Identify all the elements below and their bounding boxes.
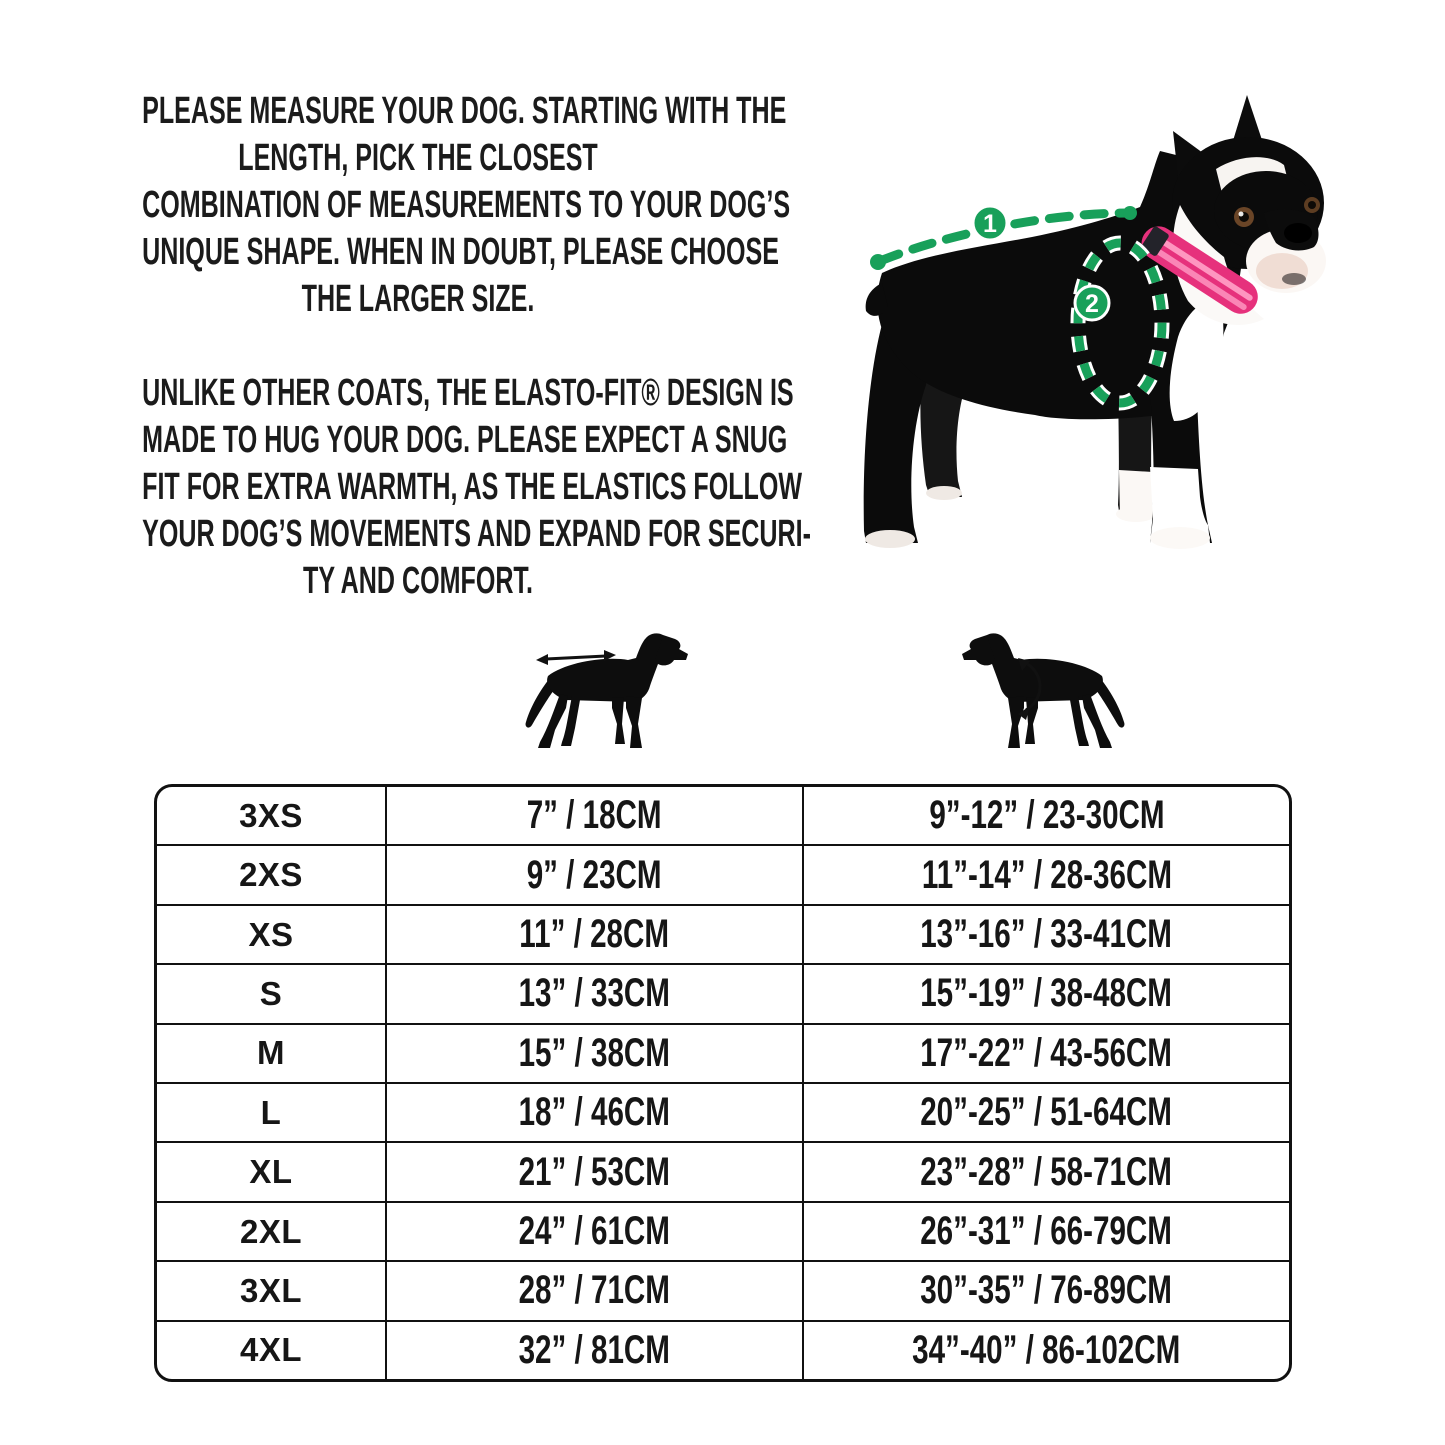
silhouette-front-leg <box>1008 696 1024 748</box>
length-cell <box>385 1322 802 1379</box>
intro-line: MADE TO HUG YOUR DOG. PLEASE EXPECT A SNUG <box>142 419 788 461</box>
girth-value: 26”-31” / 66-79CM <box>920 1209 1173 1254</box>
length-cell <box>385 1262 802 1319</box>
measure-badge-1-label: 1 <box>983 210 997 238</box>
length-cell <box>385 787 802 844</box>
girth-value: 23”-28” / 58-71CM <box>920 1149 1173 1194</box>
girth-value: 17”-22” / 43-56CM <box>920 1030 1173 1075</box>
length-value: 24” / 61CM <box>518 1209 671 1254</box>
length-cell <box>385 1143 802 1200</box>
intro-line: FIT FOR EXTRA WARMTH, AS THE ELASTICS FOLLOW <box>142 466 803 508</box>
silhouette-body <box>547 633 688 702</box>
girth-value: 30”-35” / 76-89CM <box>920 1268 1173 1313</box>
table-row <box>157 1320 1289 1379</box>
table-row <box>157 1201 1289 1260</box>
girth-value: 11”-14” / 28-36CM <box>921 852 1172 897</box>
size-label-cell <box>157 1203 385 1260</box>
length-legend-dog-silhouette <box>522 632 702 767</box>
size-label: 3XS <box>239 796 303 834</box>
length-value: 11” / 28CM <box>519 912 670 957</box>
size-label-cell <box>157 1025 385 1082</box>
intro-line: UNLIKE OTHER COATS, THE ELASTO-FIT® DESIGN IS <box>142 372 794 414</box>
length-arrow-head-left <box>536 654 548 665</box>
size-label-cell <box>157 906 385 963</box>
intro-line: TY AND COMFORT. <box>303 560 533 602</box>
table-row <box>157 1023 1289 1082</box>
intro-line: YOUR DOG’S MOVEMENTS AND EXPAND FOR SECURI- <box>142 513 811 555</box>
length-value: 7” / 18CM <box>527 793 662 838</box>
girth-value: 15”-19” / 38-48CM <box>920 971 1173 1016</box>
size-label: XS <box>248 915 294 953</box>
table-row <box>157 904 1289 963</box>
length-cell <box>385 1084 802 1141</box>
length-cell <box>385 846 802 903</box>
length-value: 9” / 23CM <box>527 852 662 897</box>
size-label: 2XS <box>239 856 303 894</box>
size-label: XL <box>249 1153 293 1191</box>
silhouette-front-leg-far <box>612 697 625 744</box>
table-row <box>157 1260 1289 1319</box>
silhouette-front-leg <box>626 696 642 748</box>
length-value: 28” / 71CM <box>518 1268 671 1313</box>
table-row <box>157 963 1289 1022</box>
size-label-cell <box>157 1084 385 1141</box>
girth-value: 9”-12” / 23-30CM <box>928 793 1165 838</box>
girth-cell <box>802 787 1289 844</box>
size-label: 2XL <box>239 1212 303 1250</box>
size-label: S <box>259 974 283 1012</box>
dog-nose <box>1284 223 1312 243</box>
size-label-cell <box>157 787 385 844</box>
size-label-cell <box>157 965 385 1022</box>
dog-near-front-paw <box>1150 527 1210 549</box>
length-value: 32” / 81CM <box>518 1327 671 1372</box>
length-cell <box>385 965 802 1022</box>
dog-lower-lip <box>1282 273 1306 285</box>
girth-legend-dog-silhouette <box>948 632 1128 767</box>
size-label: L <box>260 1093 282 1131</box>
length-line-end-dot <box>1123 206 1137 220</box>
length-cell <box>385 1025 802 1082</box>
intro-line: UNIQUE SHAPE. WHEN IN DOUBT, PLEASE CHOOSE <box>142 231 779 273</box>
size-label: M <box>257 1034 285 1072</box>
size-label-cell <box>157 846 385 903</box>
measure-badge-2-label: 2 <box>1085 290 1099 318</box>
dog-measurement-photo <box>820 65 1405 615</box>
girth-cell <box>802 1322 1289 1379</box>
girth-cell <box>802 1143 1289 1200</box>
length-cell <box>385 1203 802 1260</box>
dog-far-hind-paw <box>926 486 962 500</box>
girth-value: 34”-40” / 86-102CM <box>912 1327 1181 1372</box>
intro-line: PLEASE MEASURE YOUR DOG. STARTING WITH THE <box>142 90 787 132</box>
dog-near-hind-paw <box>865 530 915 548</box>
girth-cell <box>802 1025 1289 1082</box>
length-value: 21” / 53CM <box>518 1149 671 1194</box>
girth-cell <box>802 846 1289 903</box>
dog-far-front-paw <box>1116 506 1156 522</box>
intro-line: THE LARGER SIZE. <box>301 278 535 320</box>
intro-line: COMBINATION OF MEASUREMENTS TO YOUR DOG’S <box>142 184 791 226</box>
girth-cell <box>802 906 1289 963</box>
intro-paragraph-measure <box>142 88 791 323</box>
length-arrow-line <box>546 656 606 659</box>
length-line-start-dot <box>870 254 886 270</box>
table-row <box>157 844 1289 903</box>
size-label-cell <box>157 1143 385 1200</box>
dog-far-pupil <box>1308 201 1316 209</box>
size-label: 4XL <box>239 1331 303 1369</box>
girth-cell <box>802 1203 1289 1260</box>
length-value: 15” / 38CM <box>518 1030 671 1075</box>
girth-cell <box>802 965 1289 1022</box>
size-label-cell <box>157 1322 385 1379</box>
size-label: 3XL <box>239 1271 303 1309</box>
girth-cell <box>802 1084 1289 1141</box>
size-table <box>154 784 1292 1382</box>
table-row <box>157 1141 1289 1200</box>
table-row <box>157 1082 1289 1141</box>
length-cell <box>385 906 802 963</box>
table-row <box>157 787 1289 844</box>
dog-near-eye-glint <box>1239 212 1244 217</box>
girth-value: 20”-25” / 51-64CM <box>920 1090 1173 1135</box>
size-label-cell <box>157 1262 385 1319</box>
length-value: 18” / 46CM <box>518 1090 671 1135</box>
girth-value: 13”-16” / 33-41CM <box>920 912 1173 957</box>
intro-line: LENGTH, PICK THE CLOSEST <box>238 137 598 179</box>
length-value: 13” / 33CM <box>518 971 671 1016</box>
girth-cell <box>802 1262 1289 1319</box>
intro-paragraph-elasto-fit <box>142 370 811 605</box>
